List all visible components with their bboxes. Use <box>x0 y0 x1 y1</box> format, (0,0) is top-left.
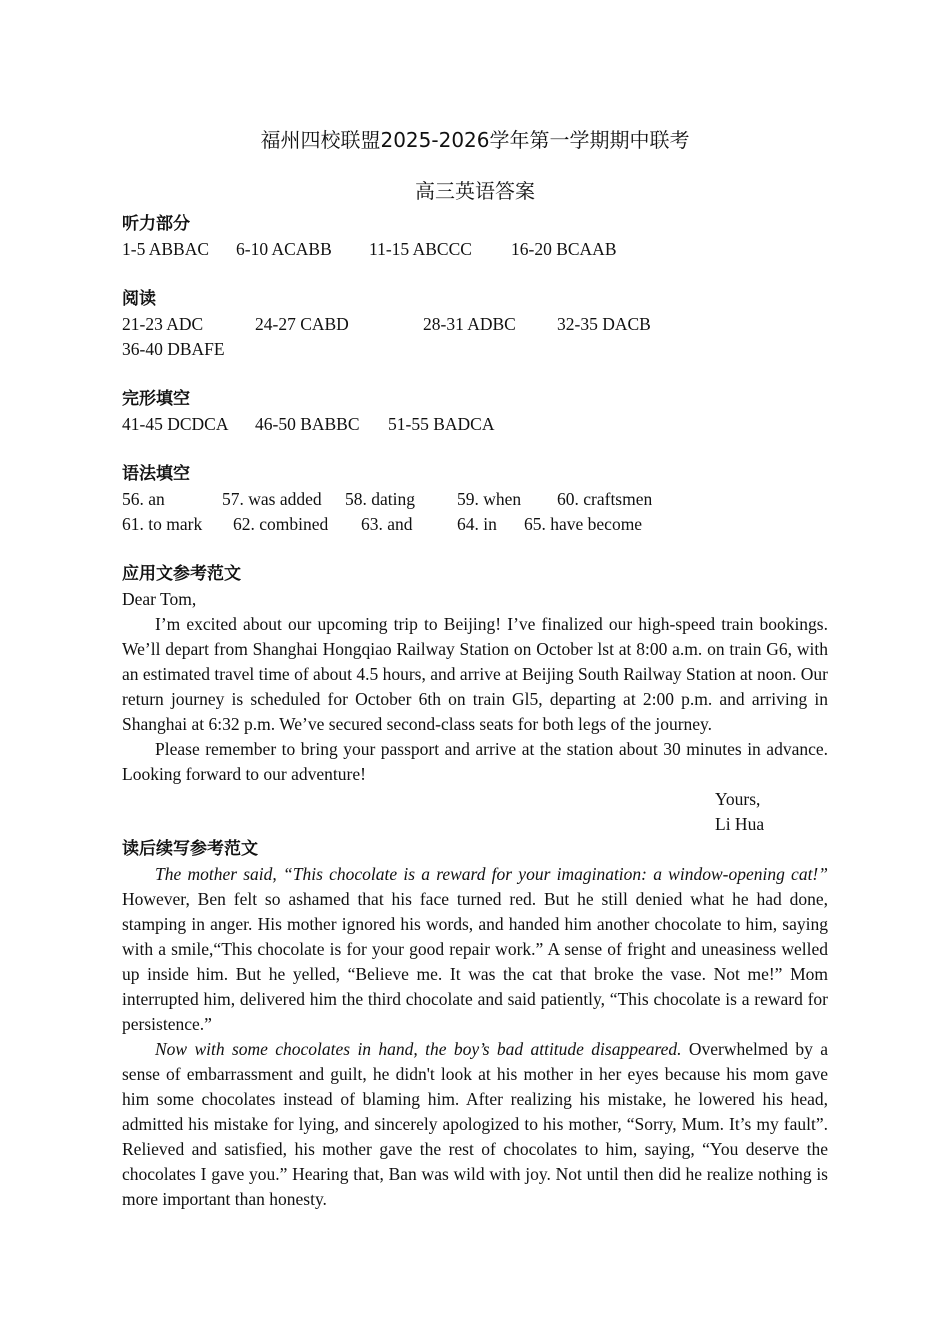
story-lead-sentence: Now with some chocolates in hand, the boy’s bad attitude disappeared. <box>155 1039 682 1059</box>
grammar-answers-row-2 <box>122 512 828 537</box>
listening-answers <box>122 237 828 262</box>
grammar-answer: 57. was added <box>222 489 322 509</box>
reading-answers-continued <box>122 337 828 362</box>
writing-heading: 应用文参考范文 <box>122 564 241 584</box>
grammar-answer: 64. in <box>457 514 497 534</box>
grammar-answers-row-1 <box>122 487 828 512</box>
answer-content <box>122 212 828 1212</box>
document-title: 福州四校联盟2025-2026学年第一学期期中联考 <box>260 128 690 152</box>
answer-group: 36-40 DBAFE <box>122 339 225 359</box>
grammar-answer: 60. craftsmen <box>557 489 653 509</box>
answer-group: 6-10 ACABB <box>236 239 332 259</box>
answer-group: 1-5 ABBAC <box>122 239 210 259</box>
grammar-answer: 56. an <box>122 489 165 509</box>
grammar-answer: 62. combined <box>233 514 329 534</box>
answer-group: 41-45 DCDCA <box>122 414 229 434</box>
answer-group: 16-20 BCAAB <box>511 239 617 259</box>
letter-paragraph: Please remember to bring your passport and arrive at the station about 30 minutes in advance. Looking forward to our adventure! <box>122 739 828 784</box>
reading-heading: 阅读 <box>122 289 156 309</box>
answer-group: 32-35 DACB <box>557 314 651 334</box>
cloze-answers <box>122 412 828 437</box>
answer-group: 24-27 CABD <box>255 314 349 334</box>
grammar-answer: 65. have become <box>524 514 643 534</box>
listening-heading: 听力部分 <box>122 214 190 234</box>
answer-group: 21-23 ADC <box>122 314 204 334</box>
story-paragraph <box>122 1037 828 1212</box>
reading-answers <box>122 312 828 337</box>
letter-paragraph: I’m excited about our upcoming trip to Beijing! I’ve finalized our high-speed train bookings. We’ll depart from Shanghai Hongqiao Railway Station on October lst at 8:00 a.m. on train G6, with an estimated travel time of about 4.5 hours, and arrive at Beijing South Railway Station at noon. Our return journey is scheduled for October 6th on train Gl5, departing at 2:00 p.m. and arriving in Shanghai at 6:32 p.m. We’ve secured second-class seats for both legs of the journey. <box>122 614 828 734</box>
answer-group: 11-15 ABCCC <box>369 239 472 259</box>
grammar-heading: 语法填空 <box>122 464 190 484</box>
letter-salutation: Dear Tom, <box>122 589 197 609</box>
grammar-answer: 61. to mark <box>122 514 203 534</box>
continuation-heading: 读后续写参考范文 <box>122 839 258 859</box>
story-text: However, Ben felt so ashamed that his face turned red. But he still denied what he had done, stamping in anger. His mother ignored his words, and handed him another chocolate to him, saying with a smile,“This chocolate is for your good repair work.” A sense of fright and uneasiness welled up inside him. But he yelled, “Believe me. It was the cat that broke the vase. Not me!” Mom interrupted him, delivered him the third chocolate and said patiently, “This chocolate is a reward for persistence.” <box>122 889 828 1034</box>
document-subtitle: 高三英语答案 <box>415 179 535 203</box>
grammar-answer: 58. dating <box>345 489 415 509</box>
cloze-heading: 完形填空 <box>122 389 190 409</box>
letter-signature: Li Hua <box>715 814 765 834</box>
grammar-answer: 63. and <box>361 514 413 534</box>
answer-group: 51-55 BADCA <box>388 414 495 434</box>
story-text: Overwhelmed by a sense of embarrassment and guilt, he didn't look at his mother in her eyes because his mom gave him some chocolates instead of blaming him. After realizing his mistake, he lowered his head, admitted his mistake for lying, and sincerely apologized to his mother, “Sorry, Mum. It’s my fault”. Relieved and satisfied, his mother gave the rest of chocolates to him, saying, “You deserve the chocolates I gave you.” Hearing that, Ban was wild with joy. Not until then did he realize nothing is more important than honesty. <box>122 1039 828 1209</box>
grammar-answer: 59. when <box>457 489 522 509</box>
story-lead-sentence: The mother said, “This chocolate is a reward for your imagination: a window-opening cat!” <box>155 864 828 884</box>
story-paragraph <box>122 862 828 1037</box>
answer-group: 46-50 BABBC <box>255 414 360 434</box>
letter-closing: Yours, <box>715 789 761 809</box>
answer-group: 28-31 ADBC <box>423 314 516 334</box>
